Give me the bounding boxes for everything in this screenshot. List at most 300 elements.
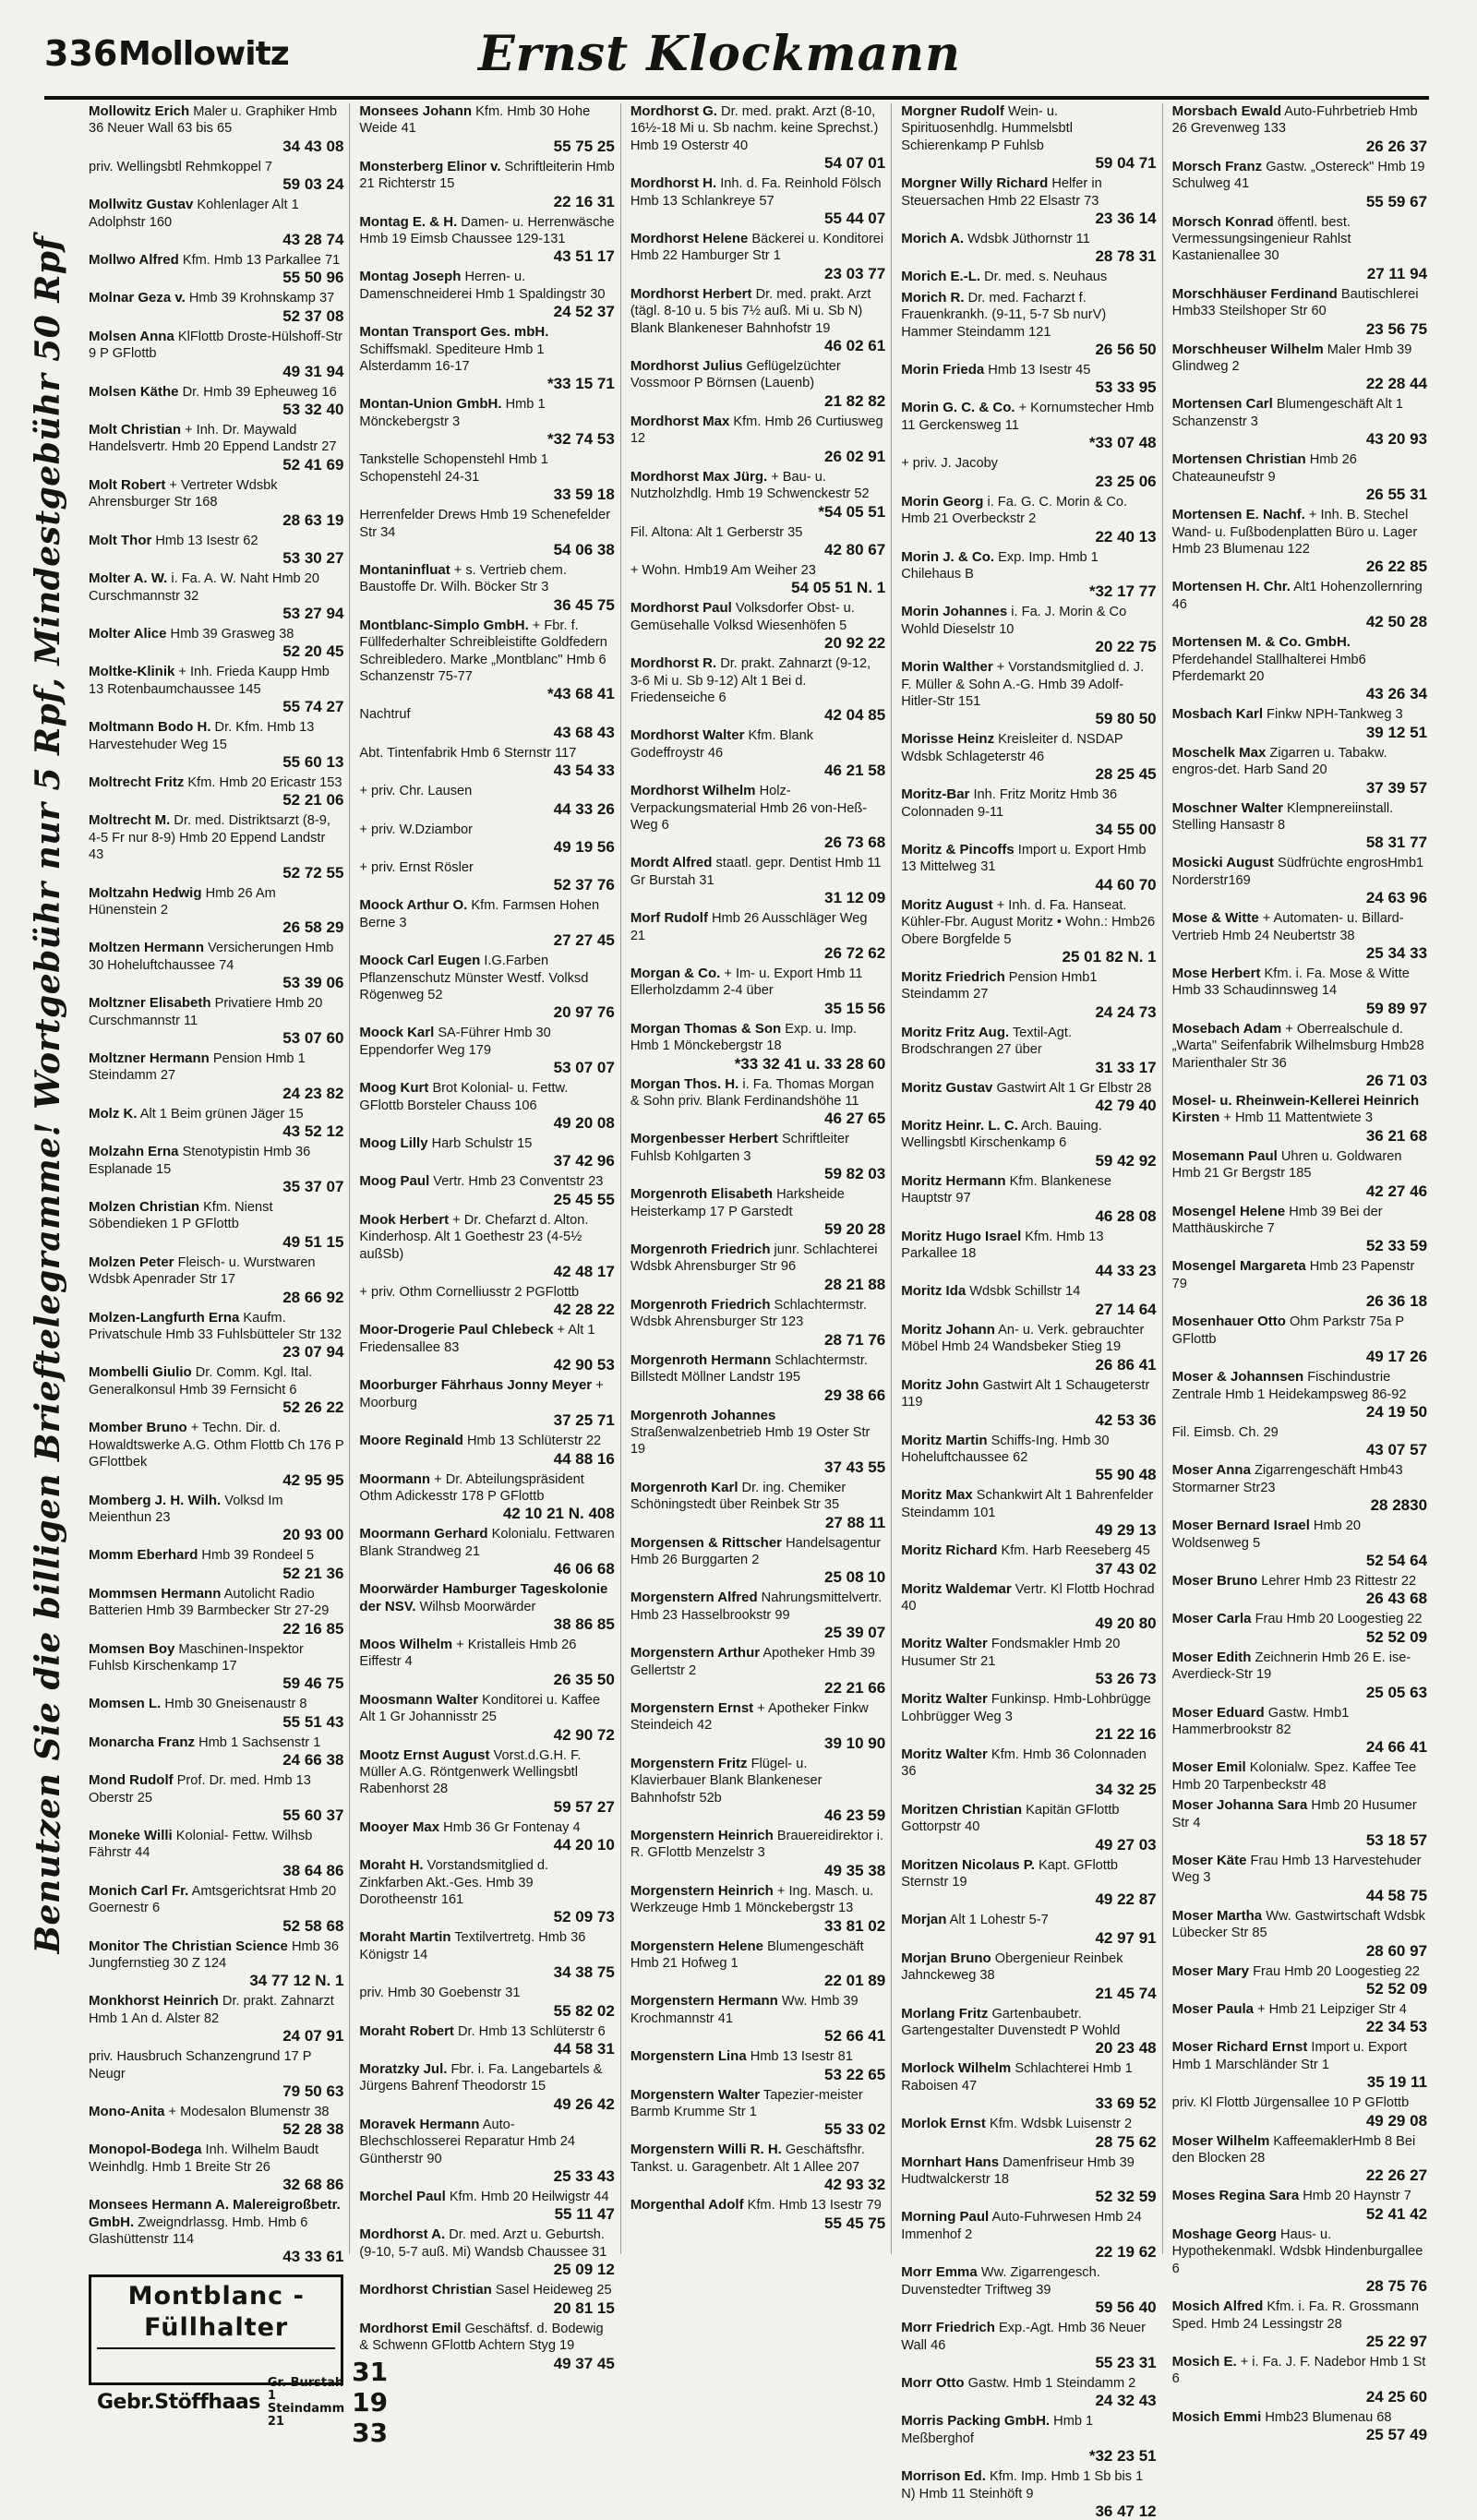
entry-phone: 21 22 16 (1095, 1724, 1157, 1743)
directory-entry (630, 1938, 885, 1990)
directory-entry (89, 1772, 343, 1824)
entry-name: Mordhorst Max Jürg. (630, 468, 768, 485)
entry-phone: 34 43 08 (282, 137, 344, 155)
entry-text: SA-Führer Hmb 30 Eppendorfer Weg 179 (359, 1026, 551, 1058)
entry-text: Fondsmakler Hmb 20 Husumer Str 21 (901, 1637, 1121, 1669)
entry-phone: 39 10 90 (824, 1734, 886, 1752)
entry-text: Uhren u. Goldwaren Hmb 21 Gr Bergstr 185 (1171, 1148, 1402, 1182)
directory-entry (630, 231, 885, 282)
entry-phone: 53 07 07 (553, 1059, 615, 1077)
directory-entry (89, 626, 343, 660)
directory-column-4 (901, 103, 1162, 2520)
entry-phone: 26 02 91 (824, 447, 886, 465)
entry-text: Maler Hmb 39 Glindweg 2 (1171, 342, 1412, 375)
entry-phone: 26 22 85 (1365, 558, 1428, 576)
directory-entry (89, 995, 343, 1047)
entry-name: Moraht Robert (359, 2022, 454, 2039)
entry-name: Moritz-Bar (901, 786, 970, 803)
entry-name: Mortensen M. & Co. GmbH. (1171, 634, 1351, 651)
directory-entry (1172, 1314, 1427, 1365)
entry-name: Molt Christian (89, 422, 181, 438)
entry-name: Moritz Waldemar (901, 1580, 1012, 1597)
entry-name: Moock Arthur O. (359, 897, 468, 914)
entry-text: Hmb 30 Gneisenaustr 8 (164, 1697, 307, 1712)
directory-entry (1172, 342, 1427, 393)
entry-phone: 26 58 29 (282, 918, 344, 937)
directory-entry (630, 855, 885, 906)
directory-entry (1172, 2188, 1427, 2222)
directory-entry (630, 175, 885, 227)
directory-entry (89, 1144, 343, 1195)
entry-phone: 20 97 76 (553, 1003, 615, 1022)
directory-entry (1172, 2094, 1427, 2129)
entry-phone: 36 45 75 (553, 595, 615, 614)
entry-phone: 28 71 76 (824, 1330, 886, 1349)
entry-text: + Ing. Masch. u. Werkzeuge Hmb 1 Mönckebergstr 13 (630, 1883, 874, 1916)
directory-entry (901, 175, 1156, 227)
entry-phone: 52 52 09 (1365, 1980, 1428, 1998)
entry-phone: 53 18 57 (1365, 1831, 1428, 1849)
directory-entry (89, 1050, 343, 1102)
directory-entry (630, 1535, 885, 1587)
entry-text: Hmb 20 Woldsenweg 5 (1171, 1518, 1362, 1551)
entry-phone: 28 75 62 (1095, 2132, 1157, 2151)
directory-entry (901, 1802, 1156, 1854)
entry-name: Moravek Hermann (359, 2116, 480, 2132)
entry-name: Momber Bruno (89, 1420, 187, 1436)
directory-entry (630, 414, 885, 465)
entry-phone: 23 25 06 (1095, 472, 1157, 490)
directory-entry (89, 1493, 343, 1544)
entry-text: Fleisch- u. Wurstwaren Wdsbk Apenrader Str 17 (89, 1254, 316, 1288)
entry-text: Tankstelle Schopenstehl Hmb 1 Schopenstehl 24-31 (359, 452, 548, 485)
entry-phone: 39 12 51 (1365, 723, 1428, 741)
entry-name: Morgenstern Helene (630, 1938, 764, 1954)
entry-name: Moritz John (901, 1376, 979, 1393)
entry-text: Haus- u. Hypothekenmakl. Wdsbk Hindenburgallee 6 (1171, 2226, 1423, 2276)
entry-name: Mordhorst Helene (630, 231, 749, 247)
directory-entry (89, 2104, 343, 2138)
entry-name: Mordhorst Paul (630, 600, 732, 617)
entry-name: Molter A. W. (89, 570, 168, 587)
entry-name: Morsch Konrad (1171, 213, 1274, 230)
entry-name: Moser Paula (1171, 2001, 1254, 2018)
entry-phone: 27 27 45 (553, 931, 615, 950)
ad-row (97, 2357, 389, 2449)
entry-text: Hmb 13 Isestr 45 (988, 363, 1091, 378)
directory-entry (1172, 2001, 1427, 2035)
entry-text: Blumengeschäft Alt 1 Schanzenstr 3 (1171, 397, 1403, 429)
entry-name: Moser Mary (1171, 1962, 1249, 1979)
entry-text: + Kornumstecher Hmb 11 Gerckensweg 11 (901, 401, 1155, 433)
directory-entry (1172, 1462, 1427, 1514)
entry-phone: 55 45 75 (824, 2214, 886, 2232)
directory-entry (1172, 855, 1427, 906)
entry-text: + Dr. Abteilungspräsident Othm Adickesstr 178 P GFlottb (359, 1471, 584, 1504)
entry-text: Gastw. Hmb 1 Steindamm 2 (967, 2375, 1136, 2391)
directory-entry (1172, 507, 1427, 575)
entry-text: Hmb 26 Am Hünenstein 2 (89, 885, 276, 918)
directory-entry (89, 940, 343, 991)
entry-name: Molter Alice (89, 625, 167, 642)
directory-entry (630, 2197, 885, 2231)
entry-phone: 42 95 95 (282, 1470, 344, 1489)
entry-name: Moser Carla (1171, 1611, 1252, 1627)
entry-name: Moritz Gustav (901, 1079, 993, 1096)
directory-entry (359, 451, 614, 503)
directory-entry (901, 604, 1156, 655)
entry-phone: 49 35 38 (824, 1861, 886, 1879)
entry-phone: 42 27 46 (1365, 1182, 1428, 1200)
entry-phone: 55 23 31 (1095, 2353, 1157, 2371)
directory-entry (89, 1199, 343, 1251)
entry-phone: 36 47 12 (1095, 2502, 1157, 2520)
entry-name: Moritz Heinr. L. C. (901, 1118, 1018, 1134)
directory-entry (1172, 286, 1427, 338)
directory-entry (89, 1106, 343, 1140)
entry-text: Kfm. Hmb 13 Isestr 79 (747, 2198, 882, 2214)
ad-title: Montblanc - Füllhalter (97, 2281, 335, 2349)
entry-text: Vorstandsmitglied d. Zinkfarben Akt.-Ges. Hmb 39 Dorotheenstr 161 (359, 1858, 549, 1907)
directory-entry (359, 1581, 614, 1633)
directory-entry (901, 1322, 1156, 1374)
entry-name: Moneke Willi (89, 1827, 173, 1843)
entry-phone: 35 37 07 (282, 1178, 344, 1196)
directory-entry (1172, 1148, 1427, 1200)
entry-name: Morgenroth Friedrich (630, 1296, 771, 1313)
entry-name: Mootz Ernst August (359, 1746, 490, 1763)
directory-entry (359, 1819, 614, 1854)
entry-phone: 52 66 41 (824, 2027, 886, 2046)
entry-text: Klempnereiinstall. Stelling Hansastr 8 (1171, 800, 1394, 833)
entry-text: + Moorburg (359, 1378, 604, 1410)
entry-text: Herrenfelder Drews Hmb 19 Schenefelder Str 34 (359, 508, 611, 540)
directory-entry (901, 1118, 1156, 1170)
entry-text: Inh. Wilhelm Baudt Weinhdlg. Hmb 1 Breite Str 26 (89, 2142, 319, 2175)
entry-text: Handelsagentur Hmb 26 Burggarten 2 (630, 1535, 882, 1567)
directory-entry (359, 103, 614, 155)
directory-entry (630, 1352, 885, 1404)
entry-text: Hmb 39 Krohnskamp 37 (188, 291, 335, 306)
entry-text: Fil. Eimsb. Ch. 29 (1171, 1424, 1279, 1440)
entry-name: Moritz & Pincoffs (901, 841, 1015, 858)
entry-phone: 27 88 11 (824, 1513, 886, 1531)
directory-entry (901, 2413, 1156, 2465)
entry-phone: 21 45 74 (1095, 1984, 1157, 2002)
entry-name: Mordhorst Christian (359, 2282, 492, 2298)
entry-text: + Fbr. f. Füllfederhalter Schreibleistifte Goldfedern Schreibledero. Marke „Montblanc" Hmb 6 Schanzenstr 75-77 (359, 618, 607, 684)
directory-entry (1172, 1797, 1427, 1849)
entry-text: Ww. Zigarrengesch. Duvenstedter Triftweg 39 (901, 2265, 1100, 2298)
entry-name: Moorwärder Hamburger Tageskolonie der NSV. (359, 1581, 608, 1614)
entry-phone: 42 10 21 N. 408 (502, 1505, 615, 1523)
entry-text: + i. Fa. J. F. Nadebor Hmb 1 St 6 (1171, 2354, 1426, 2387)
entry-name: Mordhorst H. (630, 175, 717, 192)
directory-entry (901, 1581, 1156, 1633)
entry-text: Import u. Export Hmb 13 Mittelweg 31 (901, 842, 1147, 875)
directory-entry (630, 469, 885, 521)
entry-name: Moltmann Bodo H. (89, 719, 211, 736)
directory-entry (901, 1487, 1156, 1539)
directory-entry (89, 885, 343, 937)
entry-text: Hmb 1 Mönckebergstr 3 (359, 397, 546, 429)
directory-entry (359, 269, 614, 320)
entry-name: Moltrecht Fritz (89, 774, 185, 790)
entry-name: Moritz Johann (901, 1321, 995, 1338)
entry-text: + priv. W.Dziambor (359, 822, 473, 837)
entry-phone: 52 21 06 (282, 791, 344, 810)
entry-phone: 59 89 97 (1365, 999, 1428, 1017)
entry-phone: 25 01 82 N. 1 (1062, 948, 1157, 966)
entry-text: Privatiere Hmb 20 Curschmannstr 11 (89, 996, 323, 1028)
entry-name: Mordhorst A. (359, 2226, 446, 2243)
entry-text: Bautischlerei Hmb33 Steilshoper Str 60 (1171, 286, 1419, 319)
entry-phone: 25 45 55 (553, 1190, 615, 1208)
entry-text: priv. Kl Flottb Jürgensallee 10 P GFlottb (1171, 2095, 1410, 2111)
entry-text: + Vertreter Wdsbk Ahrensburger Str 168 (89, 477, 278, 510)
entry-phone: 25 22 97 (1365, 2332, 1428, 2350)
entry-text: Alt 1 Beim grünen Jäger 15 (139, 1106, 304, 1122)
directory-entry (630, 783, 885, 851)
entry-text: + Hmb 21 Leipziger Str 4 (1257, 2002, 1407, 2018)
entry-name: Monsees Johann (359, 103, 473, 119)
entry-name: Moltzner Elisabeth (89, 995, 211, 1012)
directory-entry (359, 1637, 614, 1688)
entry-text: Gastwirt Alt 1 Schaugeterstr 119 (901, 1377, 1150, 1410)
entry-text: Kolonial- Fettw. Wilhsb Fährstr 44 (89, 1828, 313, 1861)
entry-name: Morsch Franz (1171, 158, 1263, 174)
entry-name: Moser Wilhelm (1171, 2132, 1270, 2149)
entry-phone: 59 04 71 (1095, 154, 1157, 173)
directory-entry (359, 859, 614, 894)
entry-phone: 20 92 22 (824, 634, 886, 653)
entry-name: Moog Kurt (359, 1080, 429, 1097)
entry-name: Morich A. (901, 231, 964, 247)
entry-phone: 25 05 63 (1365, 1683, 1428, 1701)
entry-text: Ww. Hmb 39 Krochmannstr 41 (630, 1994, 859, 2026)
entry-name: Mose & Witte (1171, 910, 1259, 927)
entry-phone: 32 68 86 (282, 2176, 344, 2194)
entry-text: Fil. Altona: Alt 1 Gerberstr 35 (630, 524, 803, 540)
directory-entry (630, 1590, 885, 1641)
directory-entry (1172, 579, 1427, 630)
entry-phone: 22 21 66 (824, 1678, 886, 1697)
entry-name: Morgenstern Lina (630, 2048, 747, 2065)
directory-entry (1172, 1853, 1427, 1904)
entry-phone: 52 20 45 (282, 642, 344, 661)
entry-phone: 28 2830 (1370, 1496, 1428, 1515)
entry-name: Montag E. & H. (359, 213, 458, 230)
directory-entry (630, 1828, 885, 1879)
entry-phone: 49 20 08 (553, 1114, 615, 1133)
entry-text: Damenfriseur Hmb 39 Hudtwalckerstr 18 (901, 2154, 1135, 2188)
directory-entry (901, 1080, 1156, 1114)
entry-name: Molzen Christian (89, 1199, 200, 1216)
directory-entry (89, 384, 343, 418)
entry-name: Momm Eberhard (89, 1547, 198, 1564)
directory-entry (630, 655, 885, 724)
entry-name: Moser Emil (1171, 1759, 1246, 1776)
directory-entry (630, 966, 885, 1017)
entry-text: Lehrer Hmb 23 Rittestr 22 (1261, 1573, 1417, 1589)
directory-entry (901, 1283, 1156, 1317)
entry-phone: 46 02 61 (824, 337, 886, 355)
entry-phone: 22 19 62 (1095, 2243, 1157, 2262)
entry-name: Mosemann Paul (1171, 1147, 1278, 1164)
entry-name: Morgenstern Fritz (630, 1755, 748, 1771)
entry-name: Mommsen Hermann (89, 1585, 222, 1602)
directory-entry (359, 2023, 614, 2058)
entry-text: Arch. Bauing. Wellingsbtl Kirschenkamp 6 (901, 1119, 1102, 1151)
directory-entry (901, 455, 1156, 489)
directory-entry (359, 706, 614, 740)
directory-entry (901, 2468, 1156, 2520)
directory-entry (901, 1025, 1156, 1076)
entry-phone: 25 08 10 (824, 1568, 886, 1587)
entry-phone: 53 39 06 (282, 974, 344, 992)
entry-name: Monopol-Bodega (89, 2142, 202, 2158)
directory-entry (89, 329, 343, 380)
ad-address (268, 2377, 344, 2429)
entry-name: Momsen L. (89, 1696, 162, 1712)
directory-entry (901, 290, 1156, 358)
directory-entry (359, 822, 614, 856)
advertisement-box (89, 2274, 389, 2449)
directory-entry (901, 1433, 1156, 1484)
entry-phone: 37 39 57 (1365, 778, 1428, 797)
entry-phone: *33 32 41 u. 33 28 60 (734, 1054, 886, 1073)
entry-text: Hmb 20 Husumer Str 4 (1171, 1798, 1417, 1830)
entry-name: Mortensen Carl (1171, 396, 1273, 413)
entry-text: Hmb 13 Schlüterstr 22 (466, 1434, 602, 1449)
entry-text: Blumengeschäft Hmb 21 Hofweg 1 (630, 1938, 864, 1972)
entry-phone: 52 58 68 (282, 1916, 344, 1935)
directory-entry (1172, 1705, 1427, 1757)
entry-phone: 44 88 16 (553, 1449, 615, 1468)
entry-phone: 22 01 89 (824, 1972, 886, 1990)
directory-entry (359, 396, 614, 448)
directory-entry (630, 1186, 885, 1238)
directory-entry (1172, 1759, 1427, 1794)
entry-phone: *43 68 41 (547, 685, 615, 703)
entry-text: Exp.-Agt. Hmb 36 Neuer Wall 46 (901, 2321, 1146, 2353)
directory-entry (901, 2209, 1156, 2261)
entry-phone: 23 03 77 (824, 264, 886, 282)
directory-entry (630, 1131, 885, 1182)
entry-text: Kohlenlager Alt 1 Adolphstr 160 (89, 198, 299, 230)
entry-name: Mosich E. (1171, 2353, 1237, 2370)
entry-phone: 37 43 55 (824, 1458, 886, 1476)
entry-phone: 26 35 50 (553, 1670, 615, 1688)
entry-text: Tapezier-meister Barmb Krumme Str 1 (630, 2087, 863, 2120)
entry-name: Moritz Hugo Israel (901, 1228, 1022, 1244)
entry-text: Inh. Fritz Moritz Hmb 36 Colonnaden 9-11 (901, 787, 1118, 820)
entry-phone: 55 60 13 (282, 752, 344, 771)
entry-name: Molzen-Langfurth Erna (89, 1309, 240, 1326)
directory-entry (89, 2142, 343, 2193)
entry-name: Moltrecht M. (89, 812, 171, 829)
entry-phone: *32 17 77 (1088, 582, 1157, 601)
directory-entry (901, 494, 1156, 546)
directory-entry (89, 812, 343, 881)
entry-name: Mosicki August (1171, 855, 1274, 871)
entry-phone: 44 60 70 (1095, 875, 1157, 894)
entry-name: Mordhorst G. (630, 103, 717, 119)
entry-phone: 26 72 62 (824, 944, 886, 962)
directory-entry (89, 664, 343, 715)
entry-name: Morlock Wilhelm (901, 2060, 1012, 2077)
entry-name: Moritz Hermann (901, 1172, 1006, 1189)
directory-entry (359, 1173, 614, 1207)
entry-text: junr. Schlachterei Wdsbk Ahrensburger Str 96 (630, 1242, 878, 1275)
entry-name: Mordhorst Julius (630, 358, 743, 375)
entry-phone: 46 21 58 (824, 762, 886, 780)
entry-phone: 34 38 75 (553, 1963, 615, 1982)
entry-phone: 43 20 93 (1365, 430, 1428, 449)
entry-text: Harb Schulstr 15 (431, 1136, 533, 1152)
entry-phone: 26 73 68 (824, 834, 886, 852)
directory-entry (630, 1756, 885, 1824)
directory-entry (901, 1377, 1156, 1429)
directory-entry (89, 477, 343, 529)
entry-text: Amtsgerichtsrat Hmb 20 Goernestr 6 (89, 1883, 337, 1916)
entry-text: Fischindustrie Zentrale Hmb 1 Heidekampsweg 86-92 (1171, 1370, 1407, 1402)
directory-entry (1172, 214, 1427, 282)
entry-name: Morgenstern Arthur (630, 1645, 761, 1662)
entry-text: Bäckerei u. Konditorei Hmb 22 Hamburger Str 1 (630, 232, 884, 264)
entry-phone: 49 31 94 (282, 362, 344, 380)
directory-entry (1172, 396, 1427, 448)
entry-text: Gartenbaubetr. Gartengestalter Duvenstedt P Wohld (901, 2006, 1121, 2039)
entry-text: Hmb 20 Haynstr 7 (1303, 2189, 1411, 2204)
entry-phone: 54 05 51 N. 1 (791, 579, 886, 597)
entry-phone: 20 23 48 (1095, 2039, 1157, 2058)
entry-name: Monsees Hermann A. Malereigroßbetr. GmbH. (89, 2197, 341, 2230)
entry-phone: 31 33 17 (1095, 1058, 1157, 1076)
entry-phone: 49 20 80 (1095, 1614, 1157, 1633)
entry-phone: 52 32 59 (1095, 2188, 1157, 2206)
entry-text: Kfm. Hmb 13 Parkallee 71 (182, 253, 341, 269)
entry-name: Moritz Walter (901, 1746, 988, 1762)
entry-phone: 53 27 94 (282, 604, 344, 622)
entry-phone: 44 20 10 (553, 1836, 615, 1854)
entry-text: + Inh. Frieda Kaupp Hmb 13 Rotenbaumchaussee 145 (89, 665, 330, 697)
ad-address-line: Gr. Burstah 1 (267, 2375, 344, 2403)
entry-text: Vertr. Hmb 23 Conventstr 23 (433, 1174, 604, 1190)
entry-text: Kfm. Farmsen Hohen Berne 3 (359, 898, 600, 930)
entry-name: Mollwitz Gustav (89, 197, 194, 213)
entry-text: Gastwirt Alt 1 Gr Elbstr 28 (996, 1080, 1152, 1096)
entry-phone: 55 44 07 (824, 210, 886, 228)
entry-name: Morgenstern Heinrich (630, 1828, 774, 1843)
entry-name: Moritzen Christian (901, 1801, 1023, 1818)
directory-entry (89, 2197, 343, 2265)
entry-text: Frau Hmb 13 Harvestehuder Weg 3 (1171, 1854, 1422, 1886)
entry-phone: 22 16 85 (282, 1619, 344, 1638)
entry-text: Kfm. Blank Godeffroystr 46 (630, 728, 814, 761)
entry-phone: 59 03 24 (282, 175, 344, 194)
entry-text: i. Fa. G. C. Morin & Co. Hmb 21 Overbeckstr 2 (901, 494, 1128, 527)
entry-phone: 53 33 95 (1095, 378, 1157, 397)
entry-name: Moor-Drogerie Paul Chlebeck (359, 1322, 554, 1338)
entry-text: priv. Hausbruch Schanzengrund 17 P Neugr (89, 2049, 312, 2082)
entry-text: KaffeemaklerHmb 8 Bei den Blocken 28 (1171, 2133, 1416, 2166)
entry-text: Zigarrengeschäft Hmb43 Stormarner Str23 (1171, 1463, 1403, 1495)
entry-phone: *32 23 51 (1088, 2447, 1157, 2466)
entry-text: Prof. Dr. med. Hmb 13 Oberstr 25 (89, 1773, 311, 1806)
directory-entry (630, 727, 885, 779)
entry-text: Kfm. Nienst Söbendieken 1 P GFlottb (89, 1200, 273, 1232)
